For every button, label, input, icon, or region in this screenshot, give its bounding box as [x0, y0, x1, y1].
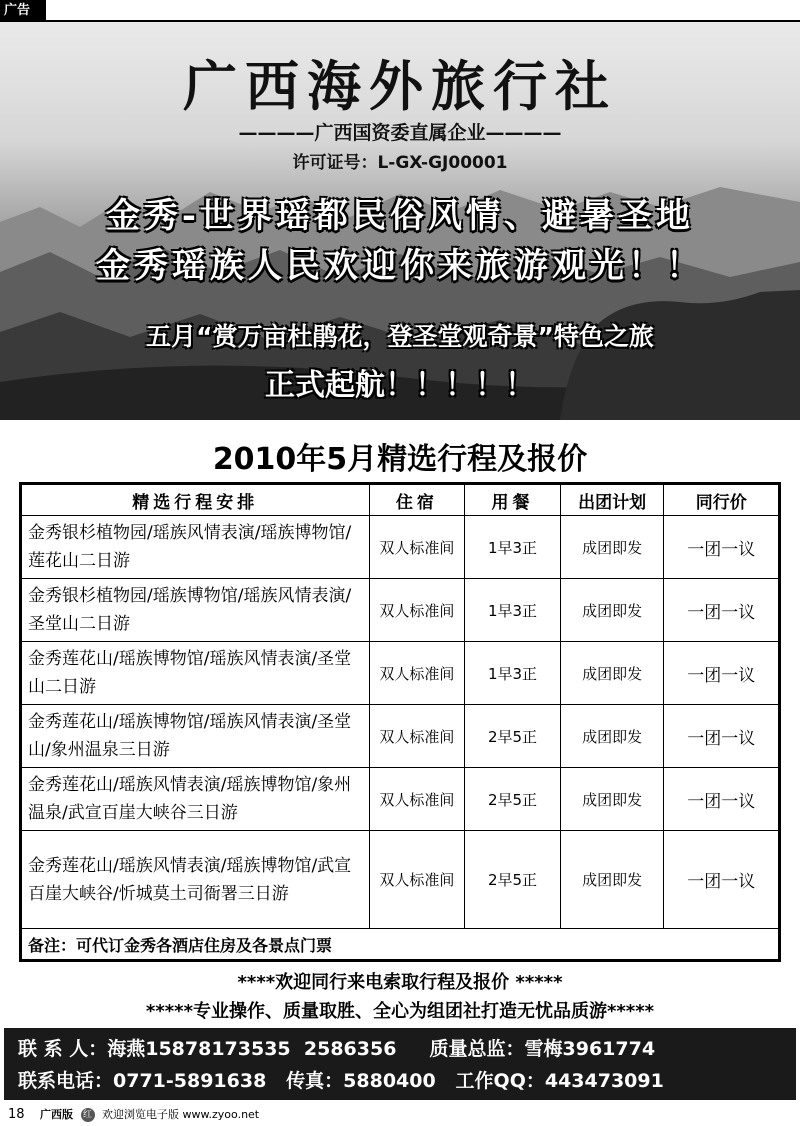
call-to-action-1: ****欢迎同行来电索取行程及报价 ***** [237, 972, 563, 993]
promo-line-1: 五月“赏万亩杜鹃花，登圣堂观奇景”特色之旅 [146, 322, 654, 351]
table-row [21, 516, 780, 579]
table-header-row [21, 484, 780, 516]
header-meals: 用餐 [465, 484, 561, 516]
table-row [21, 768, 780, 831]
license-number: 许可证号：L-GX-GJ00001 [292, 153, 508, 173]
meals-cell: 1早3正 [465, 516, 561, 579]
header-route: 精选行程安排 [21, 484, 370, 516]
note-row [21, 929, 780, 961]
header-lodging: 住宿 [369, 484, 465, 516]
plan-cell: 成团即发 [560, 768, 664, 831]
website-link[interactable]: 欢迎浏览电子版 www.zyoo.net [102, 1108, 260, 1121]
lodging-cell: 双人标准间 [369, 642, 465, 705]
plan-cell: 成团即发 [560, 516, 664, 579]
meals-cell: 2早5正 [465, 831, 561, 929]
table-note: 备注：可代订金秀各酒店住房及各景点门票 [21, 929, 780, 961]
header-plan: 出团计划 [560, 484, 664, 516]
price-cell: 一团一议 [664, 579, 780, 642]
plan-cell: 成团即发 [560, 642, 664, 705]
price-cell: 一团一议 [664, 516, 780, 579]
price-cell: 一团一议 [664, 768, 780, 831]
section-title: 2010年5月精选行程及报价 [212, 442, 588, 477]
edition-badge-icon: 红 [81, 1108, 95, 1122]
route-cell: 金秀莲花山/瑶族风情表演/瑶族博物馆/武宣百崖大峡谷/忻城莫土司衙署三日游 [21, 831, 370, 929]
plan-cell: 成团即发 [560, 831, 664, 929]
page-footer [8, 1106, 259, 1124]
hero-banner [0, 22, 800, 420]
route-cell: 金秀银杉植物园/瑶族博物馆/瑶族风情表演/圣堂山二日游 [21, 579, 370, 642]
contact-phone-row: 联系电话：0771-5891638 传真：5880400 工作QQ：443473091 [18, 1070, 664, 1092]
promo-line-2: 正式起航！！！！！ [265, 368, 535, 403]
slogan-line-2: 金秀瑶族人民欢迎你来旅游观光！！ [96, 246, 704, 286]
lodging-cell: 双人标准间 [369, 516, 465, 579]
meals-cell: 1早3正 [465, 642, 561, 705]
agency-subtitle: ————广西国资委直属企业———— [238, 122, 562, 144]
table-row [21, 642, 780, 705]
price-cell: 一团一议 [664, 831, 780, 929]
price-cell: 一团一议 [664, 705, 780, 768]
lodging-cell: 双人标准间 [369, 705, 465, 768]
ad-tag: 广告 [0, 0, 46, 22]
plan-cell: 成团即发 [560, 579, 664, 642]
plan-cell: 成团即发 [560, 705, 664, 768]
meals-cell: 2早5正 [465, 768, 561, 831]
lodging-cell: 双人标准间 [369, 579, 465, 642]
slogan-line-1: 金秀-世界瑶都民俗风情、避暑圣地 [105, 196, 695, 236]
route-cell: 金秀莲花山/瑶族风情表演/瑶族博物馆/象州温泉/武宣百崖大峡谷三日游 [21, 768, 370, 831]
contact-person-row: 联 系 人：海燕15878173535 2586356 质量总监：雪梅3961774 [18, 1038, 656, 1060]
lodging-cell: 双人标准间 [369, 831, 465, 929]
contact-bar [4, 1028, 796, 1100]
itinerary-table [19, 482, 781, 962]
edition-label: 广西版 [40, 1108, 74, 1121]
lodging-cell: 双人标准间 [369, 768, 465, 831]
route-cell: 金秀银杉植物园/瑶族风情表演/瑶族博物馆/莲花山二日游 [21, 516, 370, 579]
price-cell: 一团一议 [664, 642, 780, 705]
route-cell: 金秀莲花山/瑶族博物馆/瑶族风情表演/圣堂山二日游 [21, 642, 370, 705]
table-row [21, 579, 780, 642]
page-number: 18 [8, 1107, 25, 1122]
meals-cell: 1早3正 [465, 579, 561, 642]
meals-cell: 2早5正 [465, 705, 561, 768]
call-to-action-2: *****专业操作、质量取胜、全心为组团社打造无忧品质游***** [145, 1001, 655, 1022]
table-row [21, 705, 780, 768]
header-price: 同行价 [664, 484, 780, 516]
route-cell: 金秀莲花山/瑶族博物馆/瑶族风情表演/圣堂山/象州温泉三日游 [21, 705, 370, 768]
agency-title: 广西海外旅行社 [183, 55, 617, 118]
table-row [21, 831, 780, 929]
